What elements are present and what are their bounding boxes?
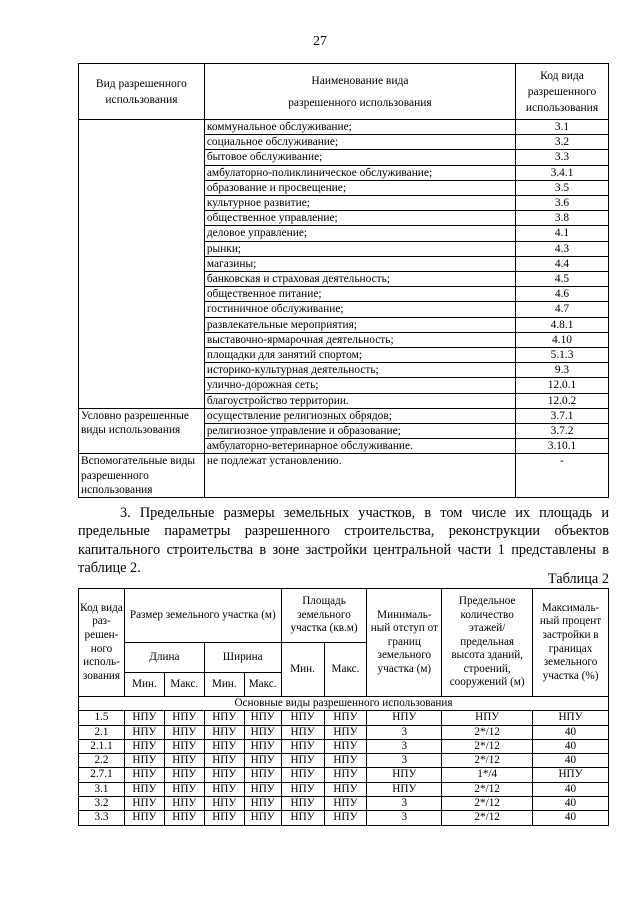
table-cell: НПУ <box>124 782 164 796</box>
table-cell: НПУ <box>164 754 204 768</box>
use-code-cell: 4.5 <box>516 272 609 287</box>
use-name-cell: культурное развитие; <box>204 196 515 211</box>
t1-header-name-line1: Наименование вида <box>311 74 409 87</box>
table-cell: НПУ <box>204 782 244 796</box>
table-cell: НПУ <box>164 797 204 811</box>
table-cell: 2*/12 <box>442 725 533 739</box>
use-name-cell: площадки для занятий спортом; <box>204 348 515 363</box>
table-row <box>79 811 609 825</box>
use-name-cell: банковская и страховая деятельность; <box>204 272 515 287</box>
t2-body <box>79 697 609 826</box>
table-cell: НПУ <box>367 782 442 796</box>
table-cell: НПУ <box>164 711 204 725</box>
use-name-cell: религиозное управление и образование; <box>204 424 515 439</box>
table-cell: НПУ <box>204 711 244 725</box>
t2-header-coverage: Максималь-ный процент застройки в границах земельного участка (%) <box>533 589 609 697</box>
table-cell: НПУ <box>244 811 281 825</box>
t2-header-width-min: Мин. <box>204 673 244 697</box>
use-name-cell: социальное обслуживание; <box>204 135 515 150</box>
table-cell: 3 <box>367 811 442 825</box>
table-cell: НПУ <box>204 811 244 825</box>
table-cell: 1.5 <box>79 711 125 725</box>
use-name-cell: не подлежат установлению. <box>204 454 515 498</box>
use-code-cell: - <box>516 454 609 498</box>
t2-header-length-max: Макс. <box>164 673 204 697</box>
table-cell: 3.3 <box>79 811 125 825</box>
use-name-cell: коммунальное обслуживание; <box>204 120 515 135</box>
use-name-cell: гостиничное обслуживание; <box>204 302 515 317</box>
t2-header-area-min: Мин. <box>281 643 324 697</box>
use-code-cell: 4.4 <box>516 256 609 271</box>
page-number: 27 <box>313 34 327 49</box>
table-cell: НПУ <box>533 711 609 725</box>
t1-header-name <box>204 64 515 120</box>
use-code-cell: 3.5 <box>516 180 609 195</box>
table-cell: НПУ <box>124 725 164 739</box>
table-cell: НПУ <box>124 754 164 768</box>
table-cell: НПУ <box>124 811 164 825</box>
table-cell: НПУ <box>164 725 204 739</box>
use-code-cell: 9.3 <box>516 363 609 378</box>
table-cell: 2*/12 <box>442 811 533 825</box>
table-cell: НПУ <box>124 711 164 725</box>
table-cell: 40 <box>533 754 609 768</box>
use-name-cell: рынки; <box>204 241 515 256</box>
use-name-cell: улично-дорожная сеть; <box>204 378 515 393</box>
table-cell: НПУ <box>281 811 324 825</box>
table-cell: НПУ <box>204 739 244 753</box>
t1-auxiliary-label: Вспомогательные виды разрешенного использования <box>79 454 205 498</box>
table-row <box>79 408 609 423</box>
table-cell: 3 <box>367 725 442 739</box>
table-cell: НПУ <box>124 739 164 753</box>
use-name-cell: общественное питание; <box>204 287 515 302</box>
table-cell: НПУ <box>124 797 164 811</box>
table-cell: 2*/12 <box>442 739 533 753</box>
table-cell: НПУ <box>324 711 367 725</box>
table-cell: НПУ <box>244 797 281 811</box>
table-cell: НПУ <box>164 782 204 796</box>
table-row <box>79 725 609 739</box>
use-code-cell: 3.6 <box>516 196 609 211</box>
use-code-cell: 4.1 <box>516 226 609 241</box>
table-cell: 2*/12 <box>442 797 533 811</box>
table-cell: НПУ <box>281 782 324 796</box>
use-code-cell: 3.7.2 <box>516 424 609 439</box>
t1-header-code: Код вида разрешенного использования <box>516 64 609 120</box>
table-cell: 3.2 <box>79 797 125 811</box>
use-name-cell: выставочно-ярмарочная деятельность; <box>204 332 515 347</box>
use-code-cell: 3.2 <box>516 135 609 150</box>
table-cell: НПУ <box>442 711 533 725</box>
table-cell: 40 <box>533 811 609 825</box>
table-row <box>79 782 609 796</box>
land-plot-parameters-table <box>78 588 609 826</box>
use-code-cell: 4.6 <box>516 287 609 302</box>
use-name-cell: осуществление религиозных обрядов; <box>204 408 515 423</box>
table-cell: НПУ <box>281 711 324 725</box>
t2-header-code: Код вида раз-решен-ного исполь-зования <box>79 589 125 697</box>
use-name-cell: бытовое обслуживание; <box>204 150 515 165</box>
use-name-cell: историко-культурная деятельность; <box>204 363 515 378</box>
table-cell: НПУ <box>204 725 244 739</box>
t2-header-width-max: Макс. <box>244 673 281 697</box>
t2-header-size: Размер земельного участка (м) <box>124 589 281 643</box>
t2-section-title: Основные виды разрешенного использования <box>79 697 609 711</box>
table-cell: НПУ <box>324 782 367 796</box>
table-cell: 2.7.1 <box>79 768 125 782</box>
table-cell: 3 <box>367 754 442 768</box>
table-cell: НПУ <box>164 811 204 825</box>
table-cell: НПУ <box>204 797 244 811</box>
table-cell: НПУ <box>164 739 204 753</box>
table-cell: НПУ <box>244 739 281 753</box>
table-cell: 3.1 <box>79 782 125 796</box>
use-name-cell: общественное управление; <box>204 211 515 226</box>
table-cell: 40 <box>533 739 609 753</box>
table-cell: 1*/4 <box>442 768 533 782</box>
use-code-cell: 3.10.1 <box>516 439 609 454</box>
t1-header-type: Вид разрешенного использования <box>79 64 205 120</box>
use-name-cell: амбулаторно-ветеринарное обслуживание. <box>204 439 515 454</box>
use-name-cell: деловое управление; <box>204 226 515 241</box>
use-code-cell: 3.4.1 <box>516 165 609 180</box>
table-cell: 40 <box>533 797 609 811</box>
permitted-use-table <box>78 63 609 498</box>
table-cell: НПУ <box>244 725 281 739</box>
table-cell: НПУ <box>244 754 281 768</box>
table-cell: НПУ <box>367 768 442 782</box>
table2-caption: Таблица 2 <box>547 571 609 587</box>
table-cell: НПУ <box>164 768 204 782</box>
table-cell: 40 <box>533 725 609 739</box>
table-cell: НПУ <box>281 797 324 811</box>
table-cell: 2.2 <box>79 754 125 768</box>
table-cell: НПУ <box>367 711 442 725</box>
table-cell: НПУ <box>281 768 324 782</box>
table-cell: НПУ <box>244 711 281 725</box>
table-row <box>79 739 609 753</box>
use-code-cell: 4.10 <box>516 332 609 347</box>
t1-conditional-label: Условно разрешенные виды использования <box>79 408 205 454</box>
use-code-cell: 3.3 <box>516 150 609 165</box>
use-code-cell: 5.1.3 <box>516 348 609 363</box>
table-cell: НПУ <box>281 725 324 739</box>
t1-main-category-cell <box>79 120 205 409</box>
table-row <box>79 768 609 782</box>
table-row <box>79 120 609 135</box>
use-code-cell: 4.8.1 <box>516 317 609 332</box>
table-cell: НПУ <box>124 768 164 782</box>
use-code-cell: 3.8 <box>516 211 609 226</box>
table-cell: НПУ <box>324 811 367 825</box>
table-cell: НПУ <box>281 754 324 768</box>
table-row <box>79 711 609 725</box>
table-cell: 2.1.1 <box>79 739 125 753</box>
table-row <box>79 454 609 498</box>
t2-header-floors: Предельное количество этажей/ предельная высота зданий, строений, сооружений (м) <box>442 589 533 697</box>
use-name-cell: амбулаторно-поликлиническое обслуживание; <box>204 165 515 180</box>
table-cell: НПУ <box>244 768 281 782</box>
table-row <box>79 754 609 768</box>
table-cell: НПУ <box>204 768 244 782</box>
paragraph-3: 3. Предельные размеры земельных участков, в том числе их площадь и предельные параметры разрешенного строительства, реконструкции объектов капитального строительства в зоне застройки центральной части 1 представлены в таблице 2. <box>78 505 609 577</box>
t1-body <box>79 120 609 498</box>
t2-header-area-max: Макс. <box>324 643 367 697</box>
table-cell: 2.1 <box>79 725 125 739</box>
use-code-cell: 3.7.1 <box>516 408 609 423</box>
t2-header-area: Площадь земельного участка (кв.м) <box>281 589 367 643</box>
table-row <box>79 797 609 811</box>
t2-header-setback: Минималь-ный отступ от границ земельного участка (м) <box>367 589 442 697</box>
use-code-cell: 12.0.1 <box>516 378 609 393</box>
use-name-cell: образование и просвещение; <box>204 180 515 195</box>
table-cell: НПУ <box>244 782 281 796</box>
t2-header-width: Ширина <box>204 643 281 673</box>
use-code-cell: 3.1 <box>516 120 609 135</box>
use-code-cell: 4.3 <box>516 241 609 256</box>
use-name-cell: развлекательные мероприятия; <box>204 317 515 332</box>
table-cell: 2*/12 <box>442 782 533 796</box>
table-cell: 3 <box>367 739 442 753</box>
table-cell: НПУ <box>324 768 367 782</box>
table-cell: НПУ <box>324 739 367 753</box>
table-cell: НПУ <box>324 725 367 739</box>
use-code-cell: 4.7 <box>516 302 609 317</box>
table-cell: НПУ <box>281 739 324 753</box>
table-cell: НПУ <box>533 768 609 782</box>
use-code-cell: 12.0.2 <box>516 393 609 408</box>
table-cell: НПУ <box>324 797 367 811</box>
table-cell: 3 <box>367 797 442 811</box>
t2-header-length-min: Мин. <box>124 673 164 697</box>
table-cell: 40 <box>533 782 609 796</box>
use-name-cell: магазины; <box>204 256 515 271</box>
table-cell: 2*/12 <box>442 754 533 768</box>
t2-header-length: Длина <box>124 643 204 673</box>
use-name-cell: благоустройство территории. <box>204 393 515 408</box>
t1-header-name-line2: разрешенного использования <box>288 96 432 109</box>
table-cell: НПУ <box>204 754 244 768</box>
table-cell: НПУ <box>324 754 367 768</box>
